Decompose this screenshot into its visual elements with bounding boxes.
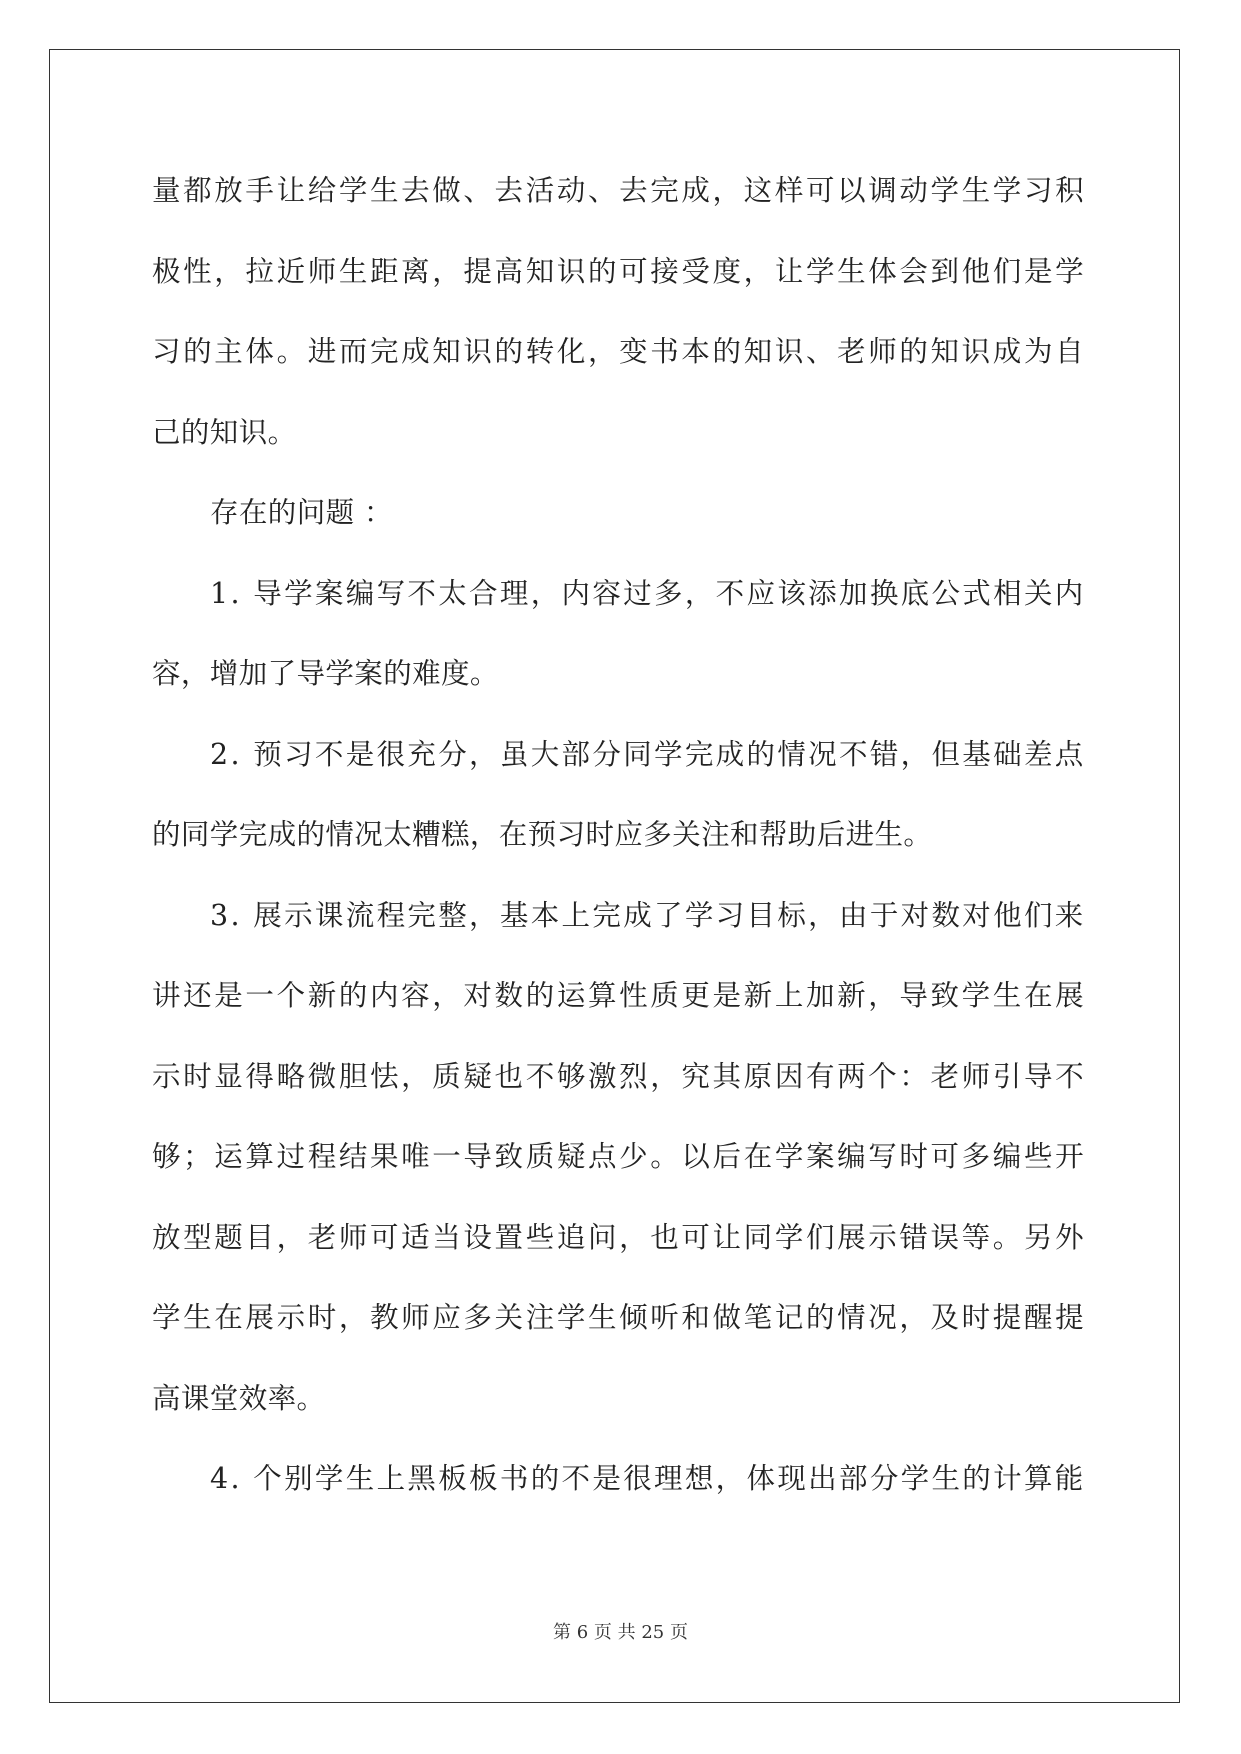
text-line: 容，增加了导学案的难度。: [152, 657, 499, 690]
text-line: 的同学完成的情况太糟糕，在预习时应多关注和帮助后进生。: [152, 818, 933, 851]
text-line: 学 生 在 展 示 时 ， 教 师 应 多 关 注 学 生 倾 听 和 做 笔 记 的 情 况 ， 及 时 提 醒 提: [152, 1301, 1084, 1334]
paragraph: [152, 876, 1084, 1440]
text-line: 3 . 展 示 课 流 程 完 整 ， 基 本 上 完 成 了 学 习 目 标 ， 由 于 对 数 对 他 们 来: [210, 898, 1084, 932]
text-line: 极 性 ， 拉 近 师 生 距 离 ， 提 高 知 识 的 可 接 受 度 ， 让 学 生 体 会 到 他 们 是 学: [152, 254, 1084, 288]
text-line: 己的知识。: [152, 415, 297, 449]
paragraph: [152, 715, 1084, 876]
text-line: 够 ； 运 算 过 程 结 果 唯 一 导 致 质 疑 点 少 。 以 后 在 学 案 编 写 时 可 多 编 些 开: [152, 1140, 1084, 1173]
text-line: 4 . 个 别 学 生 上 黑 板 板 书 的 不 是 很 理 想 ， 体 现 出 部 分 学 生 的 计 算 能: [210, 1462, 1084, 1495]
text-line: 2 . 预 习 不 是 很 充 分 ， 虽 大 部 分 同 学 完 成 的 情 况 不 错 ， 但 基 础 差 点: [210, 737, 1084, 771]
text-line: 放 型 题 目 ， 老 师 可 适 当 设 置 些 追 问 ， 也 可 让 同 学 们 展 示 错 误 等 。 另 外: [152, 1220, 1084, 1254]
paragraph: [152, 554, 1084, 715]
text-line: 高课堂效率。: [152, 1381, 326, 1415]
paragraph: [152, 151, 1084, 473]
text-line: 习 的 主 体 。 进 而 完 成 知 识 的 转 化 ， 变 书 本 的 知 识 、 老 师 的 知 识 成 为 自: [152, 335, 1084, 368]
text-line: 1 . 导 学 案 编 写 不 太 合 理 ， 内 容 过 多 ， 不 应 该 添 加 换 底 公 式 相 关 内: [210, 576, 1084, 610]
text-line: 示 时 显 得 略 微 胆 怯 ， 质 疑 也 不 够 激 烈 ， 究 其 原 因 有 两 个 ： 老 师 引 导 不: [152, 1059, 1084, 1093]
paragraph: [152, 1439, 1084, 1520]
text-line: 存在的问题 ：: [210, 496, 393, 529]
document-body: [152, 151, 1084, 1520]
text-line: 量 都 放 手 让 给 学 生 去 做 、 去 活 动 、 去 完 成 ， 这 样 可 以 调 动 学 生 学 习 积: [152, 174, 1084, 207]
page-footer: 第 6 页 共 25 页: [553, 1622, 688, 1643]
text-line: 讲 还 是 一 个 新 的 内 容 ， 对 数 的 运 算 性 质 更 是 新 上 加 新 ， 导 致 学 生 在 展: [152, 979, 1084, 1012]
paragraph: [152, 473, 1084, 554]
